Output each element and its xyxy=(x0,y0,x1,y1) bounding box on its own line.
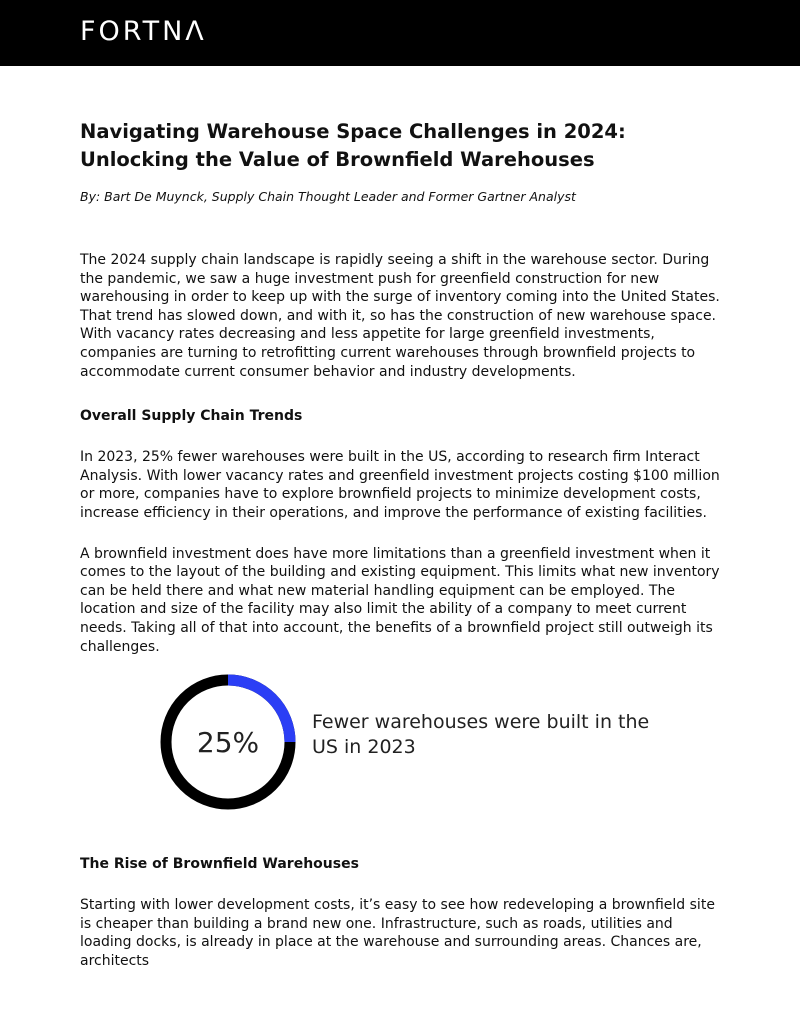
article-title xyxy=(80,118,725,174)
intro-paragraph: The 2024 supply chain landscape is rapidly seeing a shift in the warehouse sector. During the pandemic, we saw a huge investment push for greenfield construction for new warehousing in order to keep up with the surge of inventory coming into the United States. That trend has slowed down, and with it, so has the construction of new warehouse space. With vacancy rates decreasing and less appetite for large greenfield investments, companies are turning to retrofitting current warehouses through brownfield projects to accommodate current consumer behavior and industry developments. xyxy=(80,252,720,380)
section-heading-brownfield: The Rise of Brownfield Warehouses xyxy=(80,856,359,873)
article-title-line-2: Unlocking the Value of Brownfield Warehouses xyxy=(80,148,595,171)
brownfield-paragraph-1: Starting with lower development costs, it’s easy to see how redeveloping a brownfield site is cheaper than building a brand new one. Infrastructure, such as roads, utilities and loading docks, is already in place at the warehouse and surrounding areas. Chances are, architects xyxy=(80,897,715,969)
trends-paragraph-1: In 2023, 25% fewer warehouses were built in the US, according to research firm Interact Analysis. With lower vacancy rates and greenfield investment projects costing $100 million or more, companies have to explore brownfield projects to minimize development costs, increase efficiency in their operations, and improve the performance of existing facilities. xyxy=(80,449,720,521)
header-bar xyxy=(0,0,800,66)
article-title-line-1: Navigating Warehouse Space Challenges in 2024: xyxy=(80,120,626,143)
fortna-logo: FORTNΛ xyxy=(80,16,207,47)
stat-caption-line-1: Fewer warehouses were built in the xyxy=(312,711,650,734)
donut-value-label: 25% xyxy=(196,726,260,760)
byline: By: Bart De Muynck, Supply Chain Thought Leader and Former Gartner Analyst xyxy=(80,189,576,204)
section-heading-trends: Overall Supply Chain Trends xyxy=(80,408,303,425)
stat-callout xyxy=(80,672,725,812)
trends-paragraph-2: A brownfield investment does have more limitations than a greenfield investment when it comes to the layout of the building and existing equipment. This limits what new inventory can be held there and what new material handling equipment can be employed. The location and size of the facility may also limit the ability of a company to meet current needs. Taking all of that into account, the benefits of a brownfield project still outweigh its challenges. xyxy=(80,545,720,655)
stat-caption-line-2: US in 2023 xyxy=(312,736,416,759)
article xyxy=(80,118,725,970)
stat-caption xyxy=(312,710,672,760)
donut-chart xyxy=(158,672,298,812)
